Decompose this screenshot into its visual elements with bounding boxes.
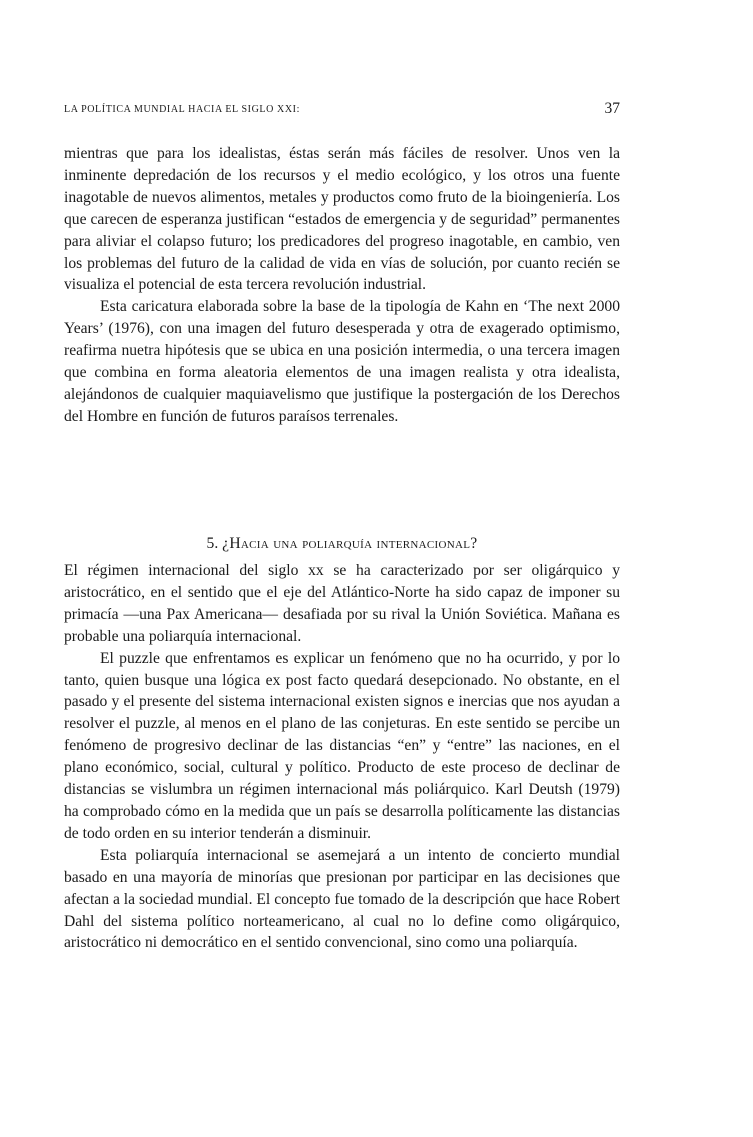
section-number: 5. bbox=[206, 535, 219, 552]
paragraph: Esta poliarquía internacional se asemejará a un intento de concierto mundial basado en una mayoría de minorías que presionan por participar en las decisiones que afectan a la sociedad mundial. El concepto fue tomado de la descripción que hace Robert Dahl del sistema político norteamericano, al cual no lo define como oligárquico, aristocrático ni democrático en el sentido convencional, sino como una poliarquía. bbox=[64, 846, 620, 952]
paragraph: El régimen internacional del siglo xx se ha caracterizado por ser oligárquico y aristocrático, en el sentido que el eje del Atlántico-Norte ha sido capaz de imponer su primacía —una Pax Americana— desafiada por su rival la Unión Soviética. Mañana es probable una poliarquía internacional. bbox=[64, 562, 620, 645]
paragraph: El puzzle que enfrentamos es explicar un fenómeno que no ha ocurrido, y por lo tanto, quien busque una lógica ex post facto quedará desepcionado. No obstante, en el pasado y el presente del sistema internacional existen signos e inercias que nos ayudan a resolver el puzzle, al menos en el plano de las conjeturas. En este sentido se percibe un fenómeno de progresivo declinar de las distancias “en” y “entre” las naciones, en el plano económico, social, cultural y político. Producto de este proceso de declinar de distancias se vislumbra un régimen internacional más poliárquico. Karl Deutsh (1979) ha comprobado cómo en la medida que un país se desarrolla políticamente las distancias de todo orden en su interior tenderán a disminuir. bbox=[64, 649, 620, 842]
section-title: ¿Hacia una poliarquía internacional? bbox=[222, 535, 478, 552]
paragraph: Esta caricatura elaborada sobre la base de la tipología de Kahn en ‘The next 2000 Years’ (1976), con una imagen del futuro desesperada y otra de exagerado optimismo, reafirma nuetra hipótesis que se ubica en una posición intermedia, o una tercera imagen que combina en forma aleatoria elementos de una imagen realista y otra idealista, alejándonos de cualquier maquiavelismo que justifique la postergación de los Derechos del Hombre en función de futuros paraísos terrenales. bbox=[64, 298, 620, 425]
body-text-before-section bbox=[64, 143, 620, 428]
page-number: 37 bbox=[604, 100, 620, 117]
paragraph-continuation: mientras que para los idealistas, éstas serán más fáciles de resolver. Unos ven la inminente depredación de los recursos y el medio ecológico, y los otros una fuente inagotable de nuevos alimentos, metales y productos como fruto de la bioingeniería. Los que carecen de esperanza justifican “estados de emergencia y de seguridad” permanentes para aliviar el colapso futuro; los predicadores del progreso inagotable, en cambio, ven los problemas del futuro de la calidad de vida en vías de solución, por cuanto recién se visualiza el potencial de esta tercera revolución industrial. bbox=[64, 145, 620, 294]
section-heading bbox=[64, 533, 620, 555]
body-text-after-section bbox=[64, 560, 620, 954]
running-header bbox=[64, 102, 620, 120]
running-title: LA POLÍTICA MUNDIAL HACIA EL SIGLO XXI: bbox=[64, 104, 300, 115]
